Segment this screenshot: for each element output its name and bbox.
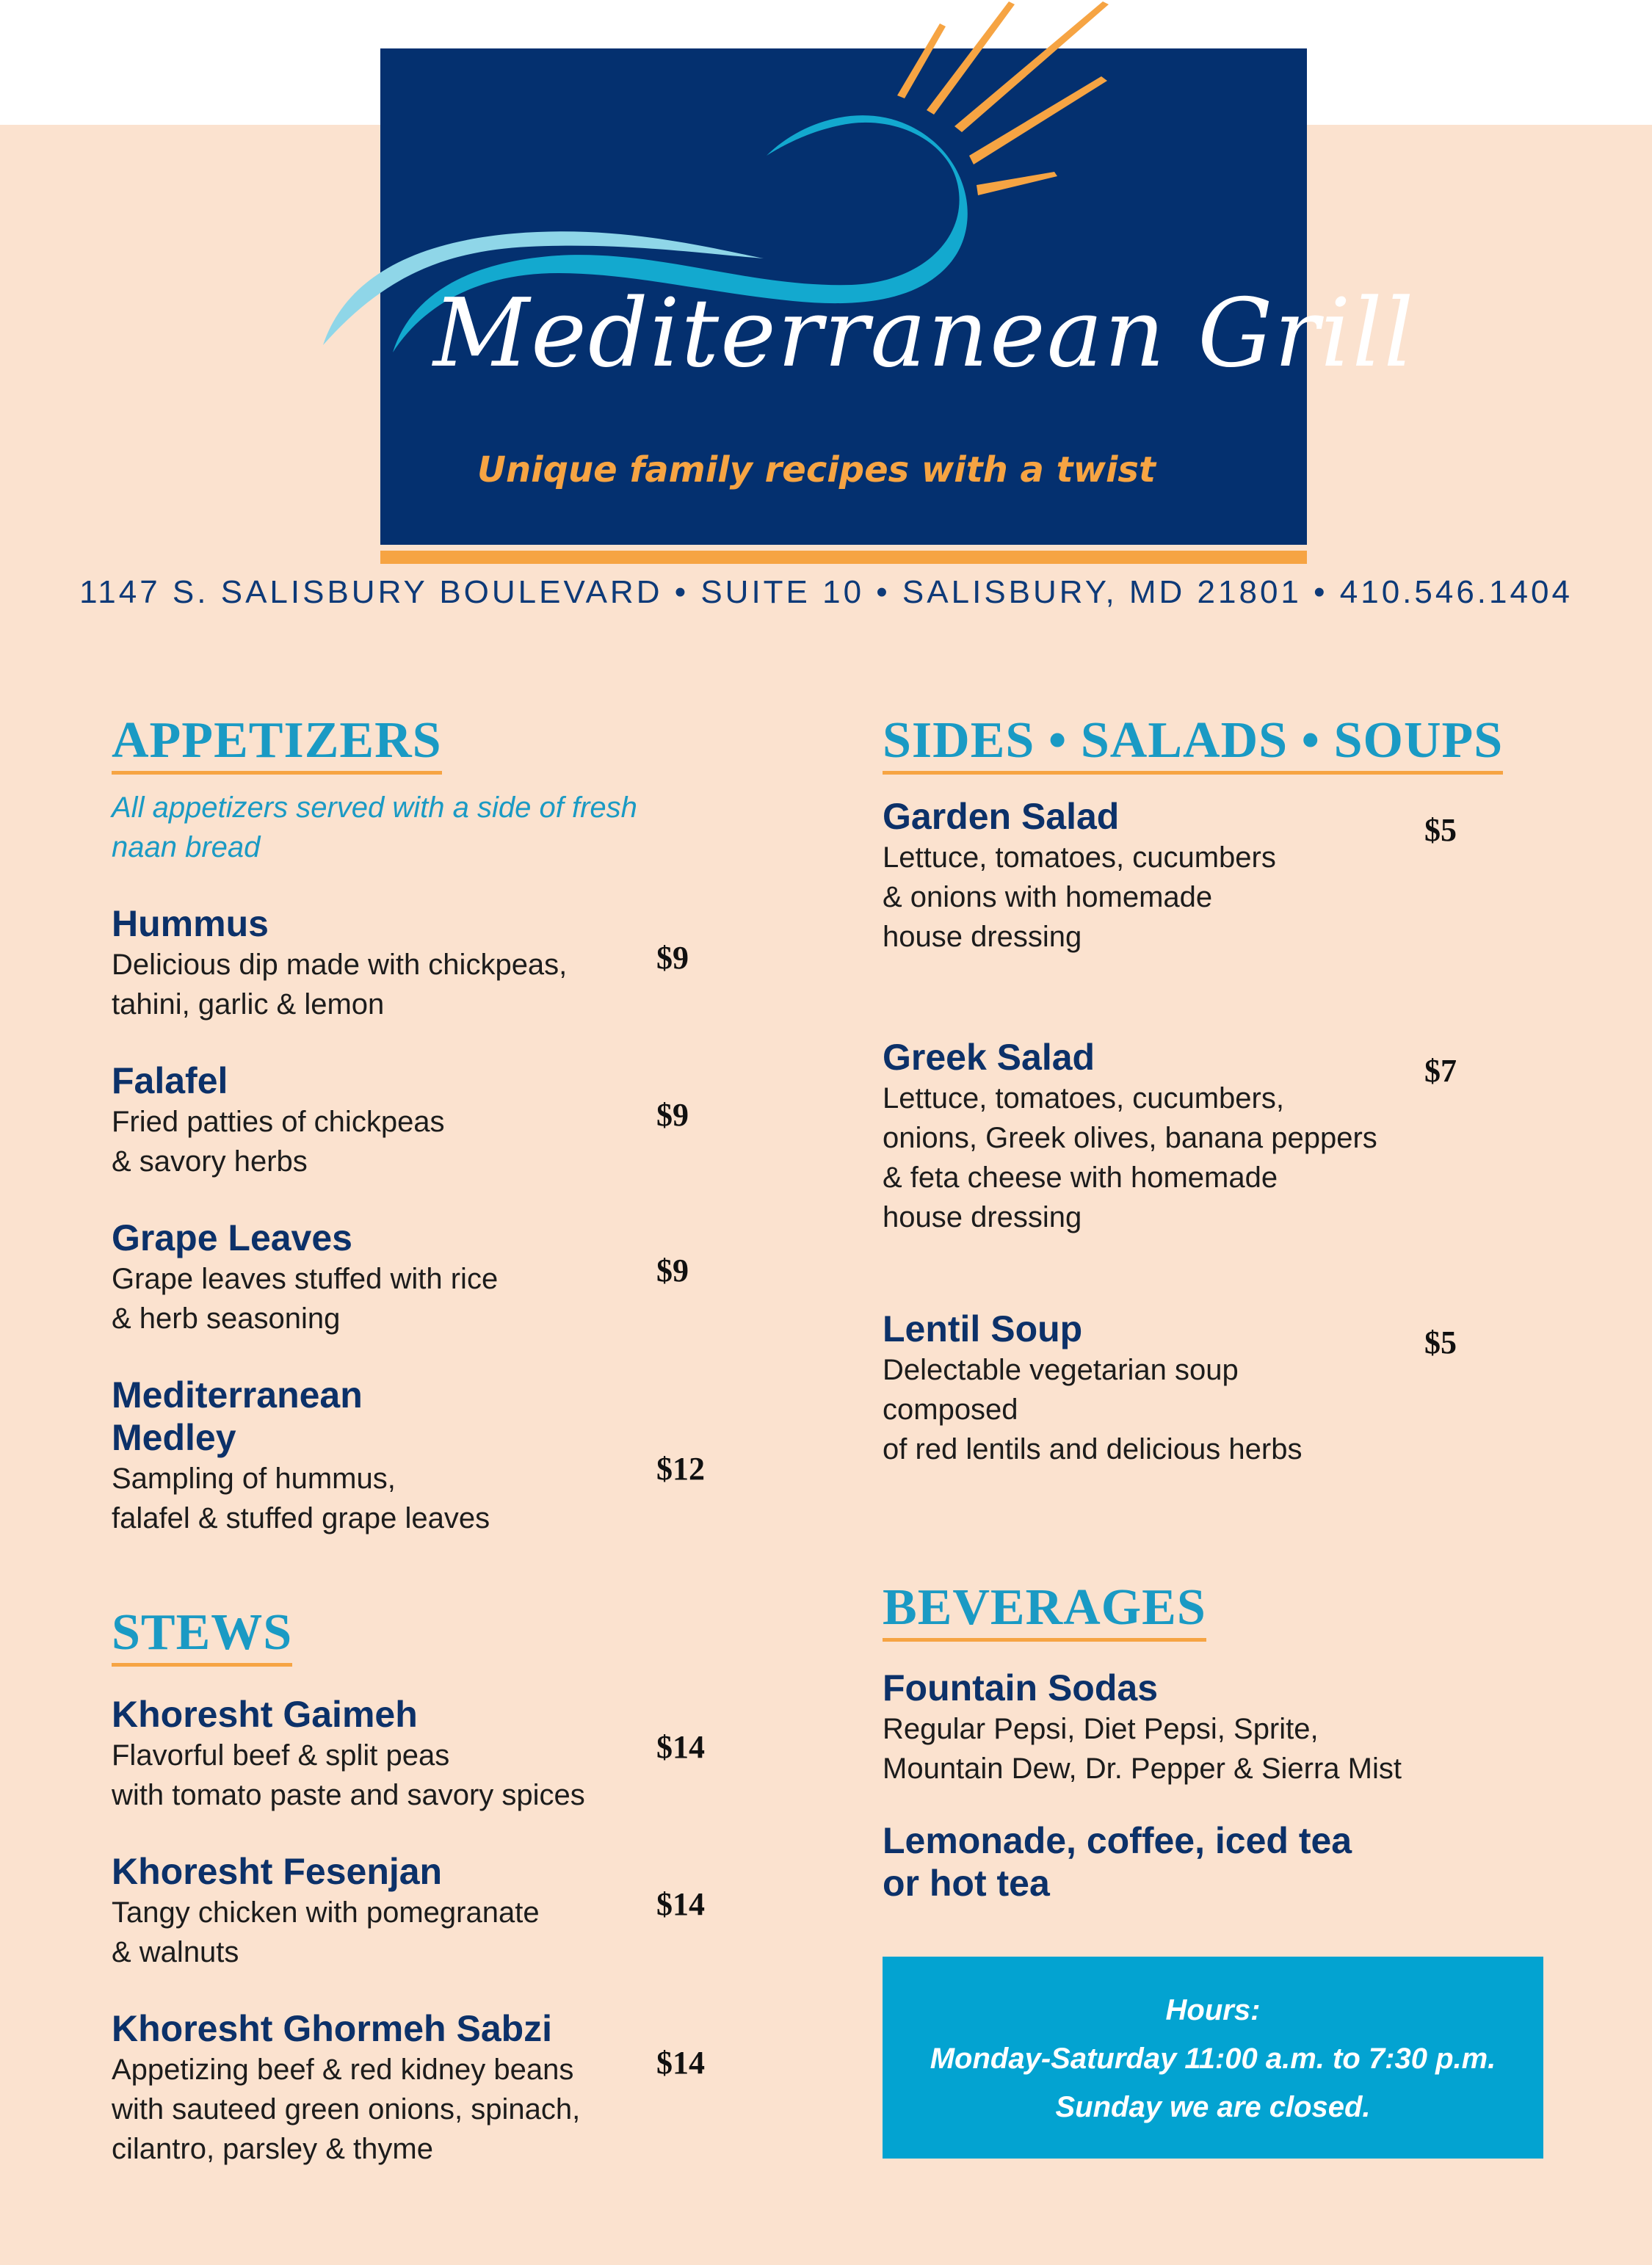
item-desc-line: onions, Greek olives, banana peppers [883,1122,1377,1154]
item-desc-line: Fried patties of chickpeas [112,1106,445,1138]
item-desc-line: Flavorful beef & split peas [112,1739,450,1772]
item-name: Mediterranean [112,1374,363,1416]
item-price: $9 [656,1253,689,1289]
item-price: $5 [1424,1324,1457,1360]
item-name: Lemonade, coffee, iced tea [883,1820,1352,1861]
item-price: $5 [1424,812,1457,848]
section-title-stews: STEWS [112,1604,292,1667]
logo-underline [380,551,1307,564]
hours-sunday: Sunday we are closed. [1055,2091,1371,2123]
item-price: $9 [656,940,689,976]
item-desc-line: Delicious dip made with chickpeas, [112,949,568,981]
sides-section [883,712,1543,1469]
sun-ray-icon [977,172,1057,195]
hours-label: Hours: [1165,1994,1261,2026]
item-desc-line: Appetizing beef & red kidney beans [112,2054,574,2086]
item-price: $14 [656,2045,705,2081]
item-price: $7 [1424,1053,1457,1089]
restaurant-name: Mediterranean Grill [433,279,1416,388]
item-name: Hummus [112,903,269,944]
menu-item [883,795,1543,957]
tagline: Unique family recipes with a twist [477,449,1156,490]
menu-item [883,1667,1543,1789]
hours-box [883,1957,1543,2159]
item-name: Khoresht Gaimeh [112,1694,418,1735]
item-desc-line: Lettuce, tomatoes, cucumbers, [883,1082,1284,1115]
item-name: Garden Salad [883,796,1120,837]
menu-item [112,2007,758,2169]
menu-item [883,1036,1543,1237]
item-name: Khoresht Ghormeh Sabzi [112,2008,553,2049]
item-desc-line: tahini, garlic & lemon [112,988,385,1021]
hours-weekdays: Monday-Saturday 11:00 a.m. to 7:30 p.m. [930,2043,1496,2075]
item-desc-line: Lettuce, tomatoes, cucumbers [883,841,1276,874]
stews-section [112,1604,758,2169]
menu-item [883,1308,1543,1469]
sun-ray-icon [897,23,946,98]
item-name: Greek Salad [883,1037,1095,1078]
section-title-appetizers: APPETIZERS [112,712,442,775]
menu-item [112,1850,758,1972]
item-name: Lentil Soup [883,1308,1083,1349]
item-desc-line: house dressing [883,921,1082,953]
menu-item [112,1059,758,1181]
item-price: $12 [656,1451,705,1487]
item-desc-line: & savory herbs [112,1145,308,1178]
item-desc-line: cilantro, parsley & thyme [112,2133,433,2165]
item-price: $14 [656,1729,705,1765]
item-desc-line: Grape leaves stuffed with rice [112,1263,499,1295]
sun-ray-icon [954,1,1109,132]
item-desc-line: with tomato paste and savory spices [112,1779,585,1811]
item-name: Khoresht Fesenjan [112,1851,443,1892]
menu-item [112,1217,758,1338]
menu-item [883,1819,1543,1905]
menu-item [112,1374,758,1538]
item-desc-line: Mountain Dew, Dr. Pepper & Sierra Mist [883,1753,1402,1785]
item-desc-line: falafel & stuffed grape leaves [112,1502,490,1534]
item-desc-line: Regular Pepsi, Diet Pepsi, Sprite, [883,1713,1319,1745]
item-desc-line: Delectable vegetarian soup composed [883,1354,1239,1426]
item-desc-line: & walnuts [112,1936,239,1968]
item-desc-line: with sauteed green onions, spinach, [112,2093,581,2126]
address-line: 1147 S. SALISBURY BOULEVARD • SUITE 10 • SALISBURY, MD 21801 • 410.546.1404 [79,574,1573,610]
right-column [883,712,1543,1905]
item-name: or hot tea [883,1863,1050,1904]
item-name: Medley [112,1417,236,1458]
section-title-beverages: BEVERAGES [883,1579,1206,1642]
menu-item [112,1693,758,1815]
menu-item [112,902,758,1024]
item-desc-line: & herb seasoning [112,1302,341,1335]
item-name: Fountain Sodas [883,1667,1158,1708]
item-desc-line: Tangy chicken with pomegranate [112,1896,540,1929]
item-desc-line: & feta cheese with homemade [883,1162,1278,1194]
item-price: $9 [656,1097,689,1133]
item-desc-line: house dressing [883,1201,1082,1233]
appetizers-note: All appetizers served with a side of fresh naan bread [112,791,637,863]
item-desc-line: & onions with homemade [883,881,1213,913]
item-name: Grape Leaves [112,1217,352,1258]
section-title-sides: SIDES • SALADS • SOUPS [883,712,1503,775]
item-desc-line: of red lentils and delicious herbs [883,1433,1303,1465]
left-column [112,712,758,2169]
beverages-section [883,1579,1543,1905]
item-name: Falafel [112,1060,228,1101]
appetizers-section [112,712,758,1538]
item-desc-line: Sampling of hummus, [112,1463,396,1495]
sun-ray-icon [969,76,1107,164]
item-price: $14 [656,1886,705,1922]
